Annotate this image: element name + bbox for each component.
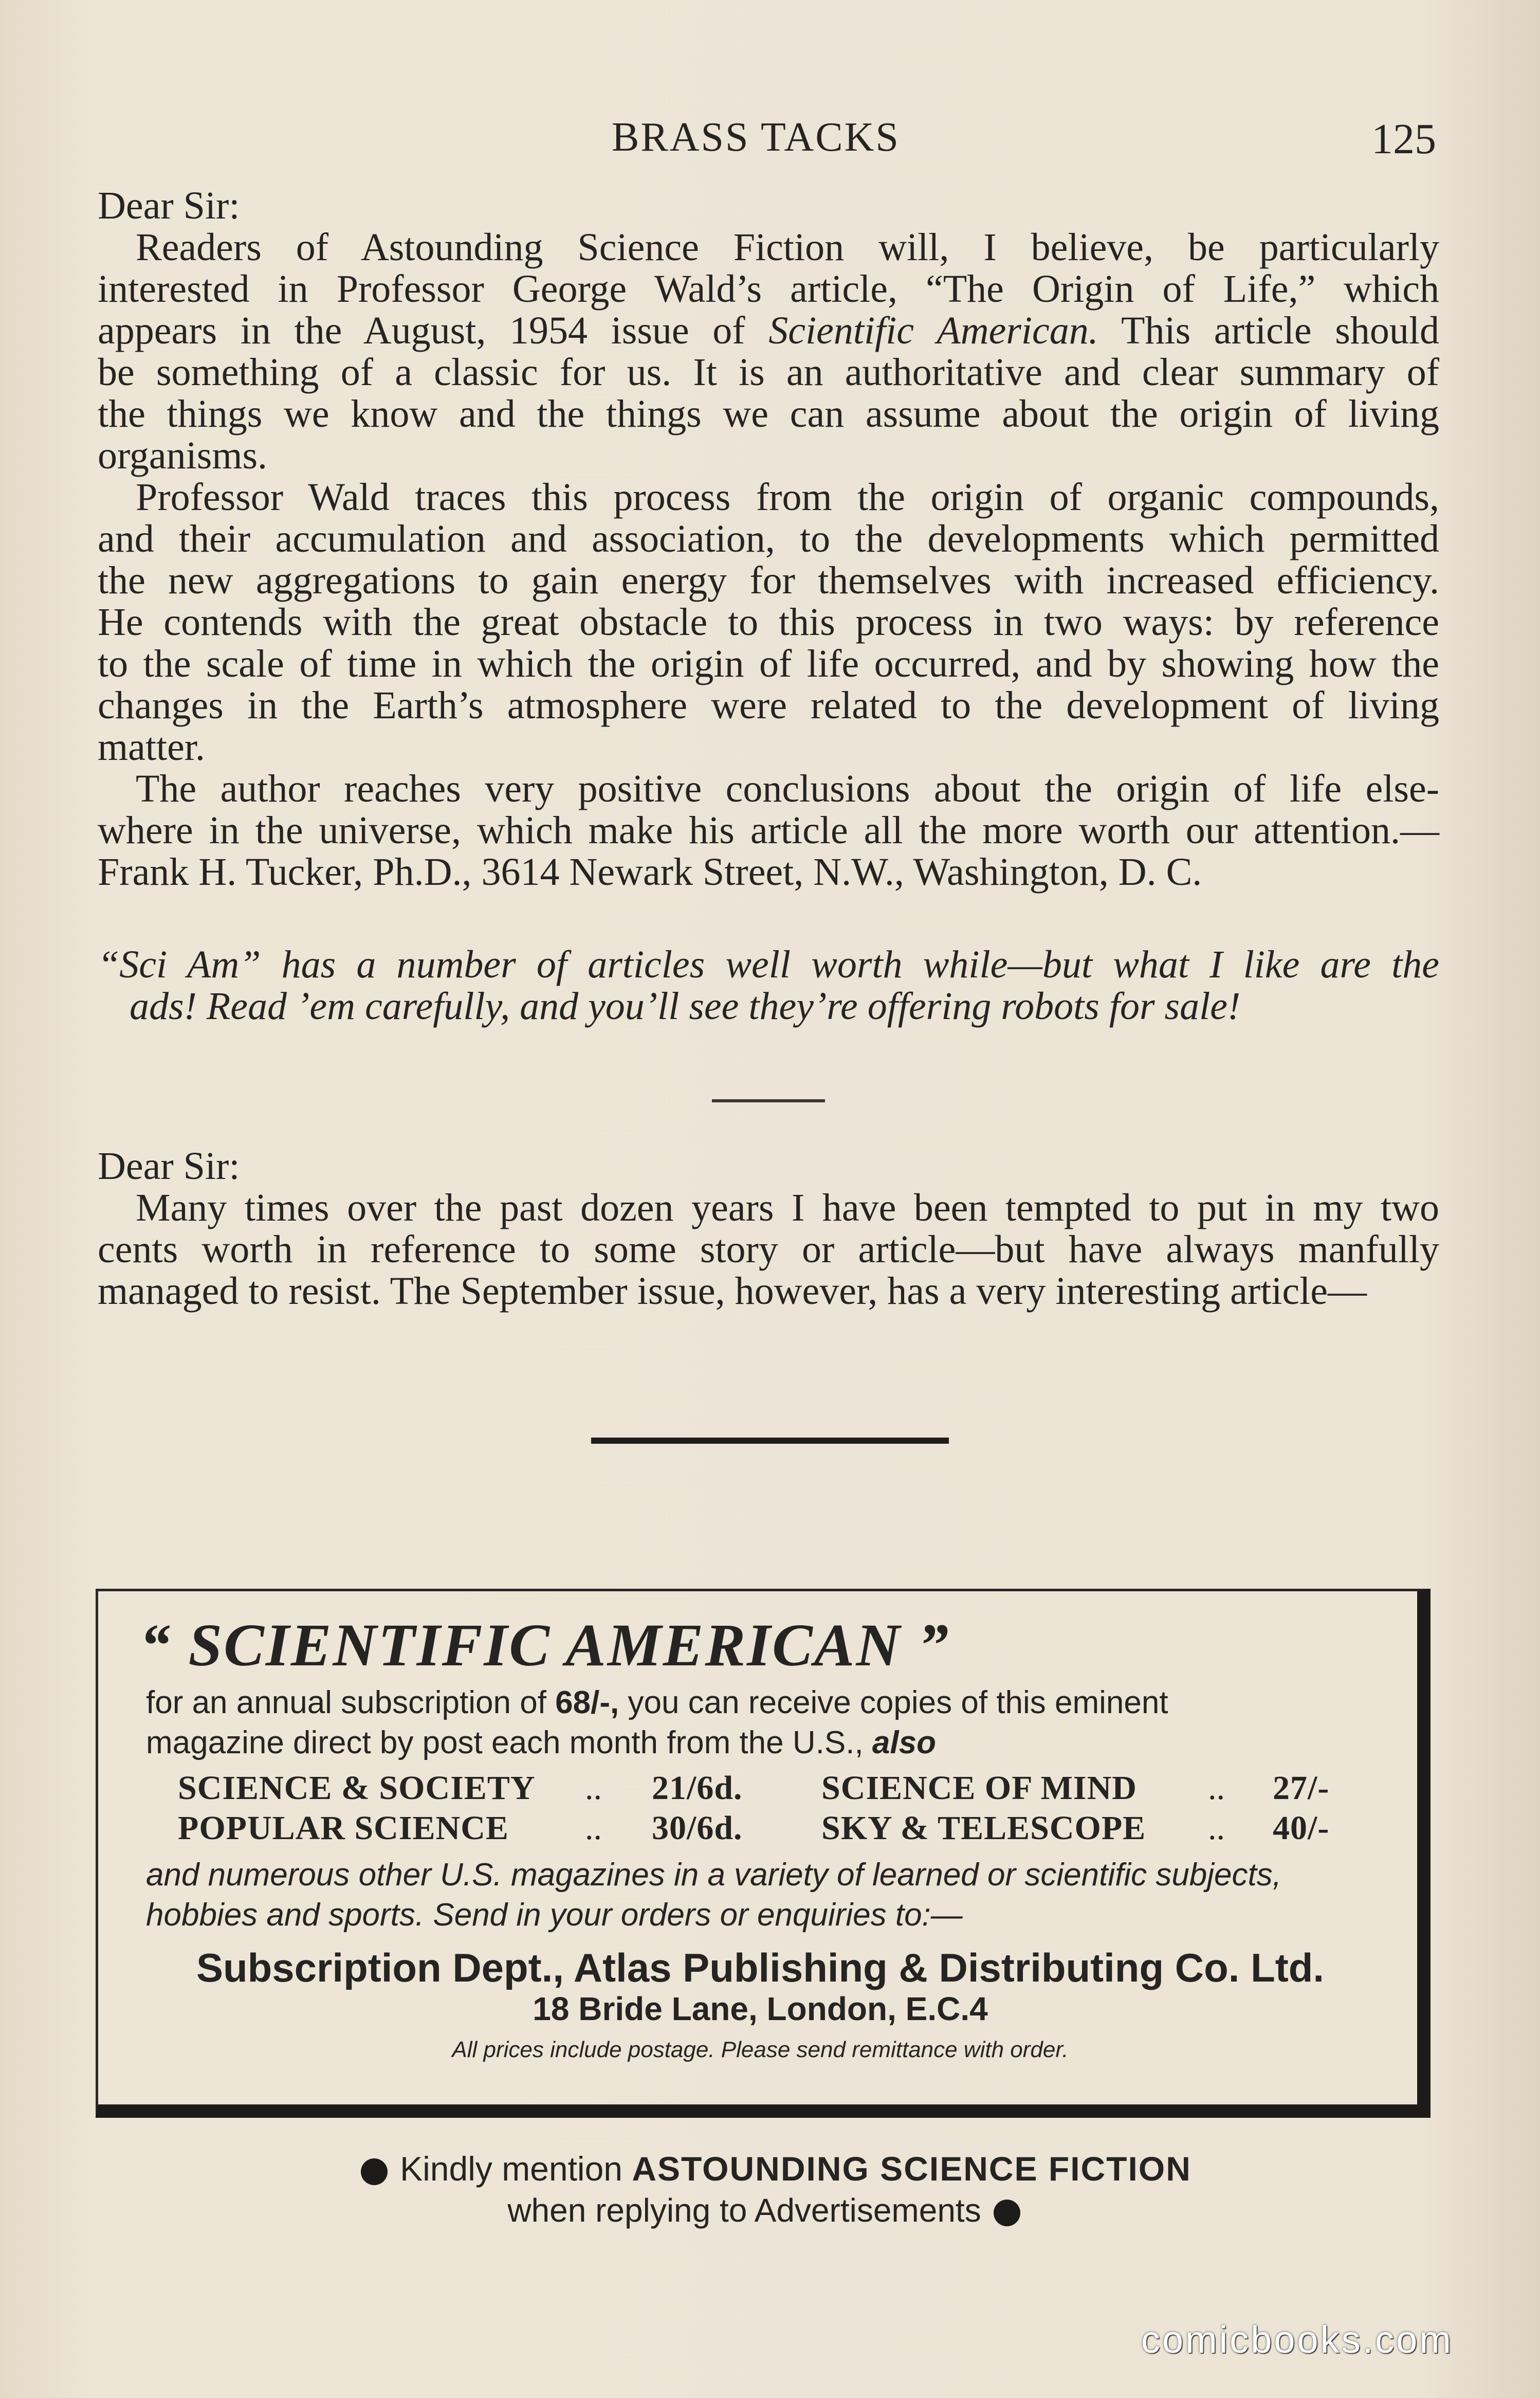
letter-1-line: to the scale of time in which the origin of life occurred, and by showing how the [98,642,1439,685]
text-run: for an annual subscription of [146,1685,556,1720]
ad-more-line: hobbies and sports. Send in your orders or enquiries to:— [146,1897,963,1933]
letter-1-line: interested in Professor George Wald’s article, “The Origin of Life,” which [98,267,1439,311]
magazine-title: Scientific American. [768,309,1098,352]
text-run: also [872,1725,936,1760]
text-run: This article should [1098,309,1439,352]
letter-1-line: where in the universe, which make his article all the more worth our attention.— [98,809,1439,852]
letter-1-line: He contends with the great obstacle to this process in two ways: by reference [98,601,1439,644]
editor-reply-line: “Sci Am” has a number of articles well worth while—but what I like are the [98,943,1439,986]
ad-more-line: and numerous other U.S. magazines in a variety of learned or scientific subjects, [146,1857,1281,1893]
section-divider [712,1099,825,1102]
letter-1-signature: Frank H. Tucker, Ph.D., 3614 Newark Street, N.W., Washington, D. C. [98,850,1202,894]
ad-item-price: 30/6d. [652,1809,743,1847]
editor-reply-line: ads! Read ’em carefully, and you’ll see they’re offering robots for sale! [130,985,1241,1028]
magazine-name: ASTOUNDING SCIENCE FICTION [632,2150,1191,2188]
letter-2-line: Many times over the past dozen years I have been tempted to put in my two [136,1186,1439,1229]
letter-1-line: organisms. [98,434,268,477]
text-run: appears in the August, 1954 issue of [98,309,769,352]
ad-intro-line [146,1683,1374,1723]
ad-note: All prices include postage. Please send remittance with order. [452,2037,1069,2062]
letter-1-line: Professor Wald traces this process from the origin of organic compounds, [136,476,1439,519]
running-head: BRASS TACKS [612,115,900,160]
watermark: comicbooks.com [1141,2318,1454,2361]
ad-company-name: Subscription Dept., Atlas Publishing & Distributing Co. Ltd. [196,1945,1325,1990]
letter-1-line [98,310,1439,352]
letter-1-salutation: Dear Sir: [98,184,240,227]
footer-line-2 [0,2191,1540,2229]
letter-2 [98,1146,1439,1312]
ad-item-dots: .. [585,1809,602,1847]
letter-1-line: be something of a classic for us. It is an authoritative and clear summary of [98,351,1439,394]
letter-1-line: the new aggregations to gain energy for themselves with increased efficiency. [98,559,1439,602]
letter-2-line: cents worth in reference to some story or article—but have always manfully [98,1228,1439,1271]
letter-1 [98,185,1439,893]
ad-item-name: SCIENCE & SOCIETY [178,1769,536,1807]
ad-item-price: 21/6d. [652,1769,743,1807]
ad-item-price: 40/- [1273,1809,1330,1847]
ad-item-name: SKY & TELESCOPE [821,1809,1146,1847]
letter-2-salutation: Dear Sir: [98,1145,240,1188]
letter-1-line: The author reaches very positive conclusions about the origin of life else- [136,767,1439,810]
editor-reply [98,944,1439,1027]
column-end-rule [591,1438,949,1444]
ad-item-name: SCIENCE OF MIND [821,1769,1137,1807]
bullet-icon [994,2200,1020,2226]
letter-1-line: Readers of Astounding Science Fiction will, I believe, be particularly [136,226,1439,269]
ad-subscription-price: 68/-, [555,1685,619,1720]
text-run: when replying to Advertisements [507,2192,981,2229]
bullet-icon [361,2158,388,2185]
ad-item-dots: .. [1208,1769,1225,1807]
letter-2-line: managed to resist. The September issue, however, has a very interesting article— [98,1269,1367,1313]
ad-item-name: POPULAR SCIENCE [178,1809,509,1847]
ad-address: 18 Bride Lane, London, E.C.4 [533,1990,988,2027]
ad-item-dots: .. [585,1769,602,1807]
letter-1-line: and their accumulation and association, to the developments which permitted [98,517,1439,560]
ad-item-dots: .. [1208,1809,1225,1847]
text-run: Kindly mention [400,2150,632,2188]
letter-1-line: changes in the Earth’s atmosphere were related to the development of living [98,684,1439,727]
text-run: you can receive copies of this eminent [619,1685,1168,1720]
page-number: 125 [1371,115,1436,163]
letter-1-line: the things we know and the things we can assume about the origin of living [98,392,1439,435]
footer-line-1 [0,2149,1540,2188]
ad-intro-line [146,1723,1374,1763]
ad-item-price: 27/- [1273,1769,1330,1807]
ad-title: “ SCIENTIFIC AMERICAN ” [140,1611,950,1679]
letter-1-line: matter. [98,725,205,769]
text-run: magazine direct by post each month from the U.S., [146,1725,872,1760]
